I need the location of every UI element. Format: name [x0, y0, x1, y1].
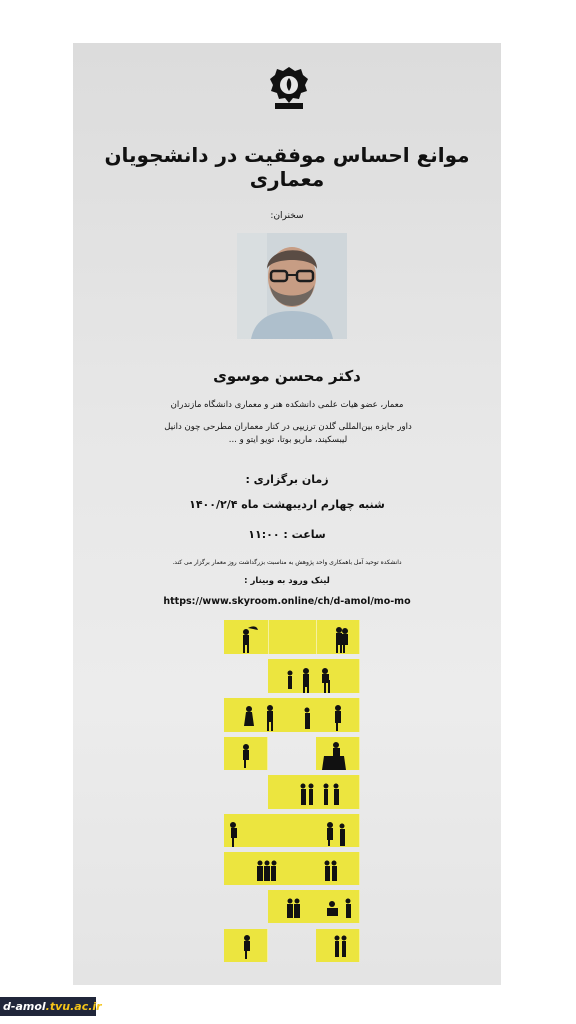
event-poster [73, 43, 501, 985]
event-title: موانع احساس موفقیت در دانشجویان معماری [104, 143, 470, 191]
yellow-panel [269, 620, 317, 654]
webinar-link-label: لینک ورود به وبینار : [244, 576, 330, 586]
event-hour: ساعت : ۱۱:۰۰ [248, 528, 326, 541]
site-name: d-amol [3, 1000, 46, 1013]
yellow-panel [224, 929, 268, 962]
site-footer-banner[interactable] [0, 997, 102, 1016]
yellow-panel [224, 852, 360, 885]
yellow-panel [224, 620, 269, 654]
event-time-label: زمان برگزاری : [245, 473, 329, 486]
yellow-panel [224, 737, 268, 770]
yellow-panel [268, 890, 360, 923]
yellow-panel [268, 659, 360, 693]
yellow-panel [316, 737, 360, 770]
webinar-link[interactable]: https://www.skyroom.online/ch/d-amol/mo-mo [163, 596, 411, 607]
speakers-label: سخنران: [270, 211, 304, 221]
people-silhouettes-icon [224, 620, 360, 962]
site-domain: .tvu.ac.ir [45, 1000, 102, 1013]
yellow-panel [316, 929, 360, 962]
speaker-name: دکتر محسن موسوی [213, 367, 361, 385]
yellow-panel [224, 814, 360, 847]
organizer-note: دانشکده توحید آمل باهمکاری واحد پژوهش به مناسبت بزرگداشت روز معمار برگزار می کند. [172, 559, 402, 566]
yellow-panel [224, 698, 360, 732]
yellow-panel [268, 775, 360, 809]
university-emblem-icon [269, 65, 309, 111]
speaker-bio-line: داور جایزه بین‌المللی گلدن ترزیپی در کنار معماران مطرحی چون دانیل لیبسکیند، ماریو بوتا، تویو ایتو و ... [164, 422, 412, 445]
speaker-bio-line: معمار، عضو هیات علمی دانشکده هنر و معماری دانشگاه مازندران [170, 400, 404, 410]
yellow-panel [317, 620, 360, 654]
event-date: شنبه چهارم اردیبهشت ماه ۱۴۰۰/۲/۴ [189, 498, 385, 511]
speaker-photo [237, 233, 347, 339]
